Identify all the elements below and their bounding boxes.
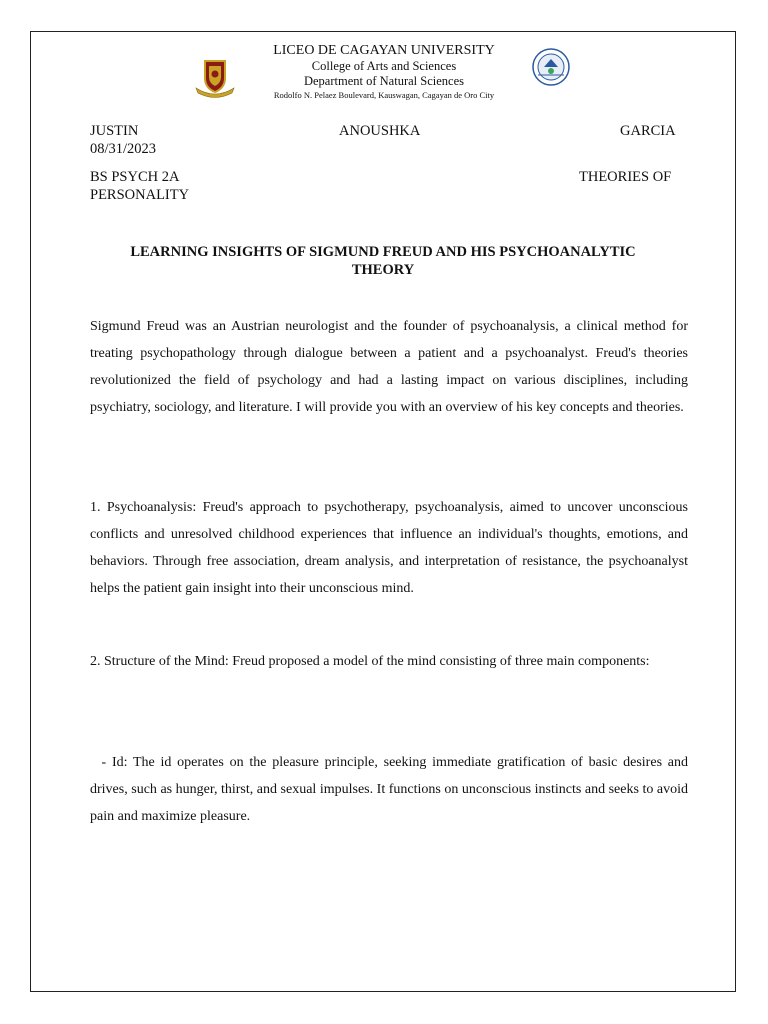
document-header — [0, 43, 768, 101]
student-middle-name: ANOUSHKA — [339, 123, 421, 139]
student-course: BS PSYCH 2A — [90, 169, 180, 185]
student-last-name: GARCIA — [620, 123, 676, 139]
body-paragraph-structure-of-mind: 2. Structure of the Mind: Freud proposed a model of the mind consisting of three main components: — [90, 654, 650, 669]
department-name: Department of Natural Sciences — [303, 74, 464, 88]
university-name: LICEO DE CAGAYAN UNIVERSITY — [273, 43, 495, 58]
body-paragraph-id: - Id: The id operates on the pleasure principle, seeking immediate gratification of basic desires and drives, such as hunger, thirst, and sexual impulses. It functions on unconscious instincts and seeks to avoid pain and maximize pleasure. — [90, 755, 688, 824]
college-name: College of Arts and Sciences — [311, 59, 457, 73]
submission-date: 08/31/2023 — [90, 141, 157, 157]
subject-name-part1: THEORIES OF — [579, 169, 672, 185]
student-first-name: JUSTIN — [90, 123, 139, 139]
university-address: Rodolfo N. Pelaez Boulevard, Kauswagan, Cagayan de Oro City — [273, 90, 495, 100]
body-paragraph-intro: Sigmund Freud was an Austrian neurologist and the founder of psychoanalysis, a clinical method for treating psychopathology through dialogue between a patient and a psychoanalyst. Freud's theories revolutionized the field of psychology and had a lasting impact on various disciplines, including psychiatry, sociology, and literature. I will provide you with an overview of his key concepts and theories. — [90, 319, 688, 415]
document-title: LEARNING INSIGHTS OF SIGMUND FREUD AND HIS PSYCHOANALYTIC THEORY — [130, 244, 636, 278]
subject-name-part2: PERSONALITY — [90, 187, 190, 203]
body-paragraph-psychoanalysis: 1. Psychoanalysis: Freud's approach to psychotherapy, psychoanalysis, aimed to uncover unconscious conflicts and unresolved childhood experiences that influence an individual's thoughts, emotions, and behaviors. Through free association, dream analysis, and interpretation of resistance, the psychoanalyst helps the patient gain insight into their unconscious mind. — [90, 500, 688, 596]
